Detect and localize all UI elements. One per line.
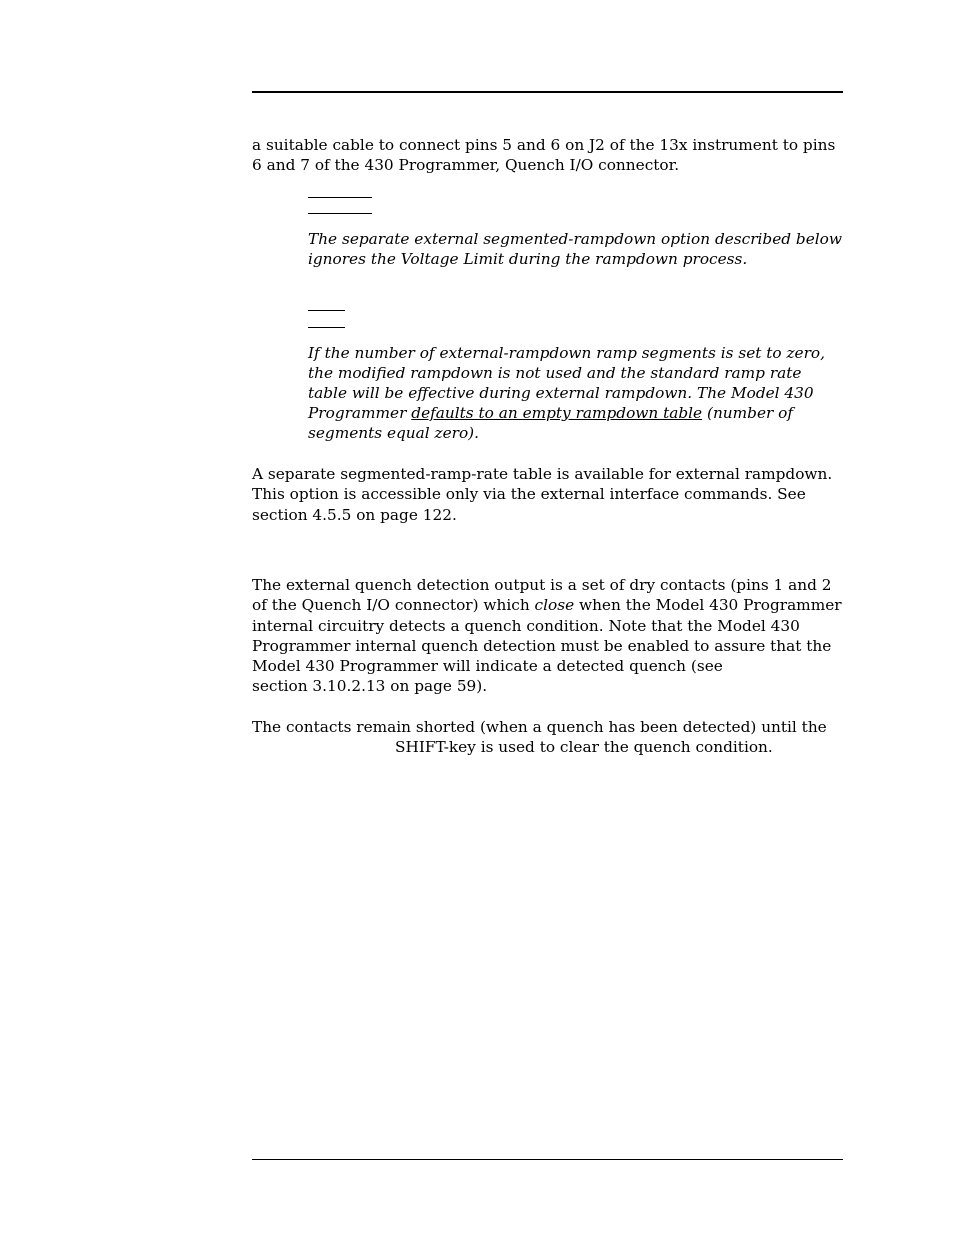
segments-note-line-2: the modified rampdown is not used and the standard ramp rate — [308, 364, 802, 383]
voltage-note-line-2: ignores the Voltage Limit during the rampdown process. — [308, 250, 748, 269]
note-separator-top — [308, 197, 372, 198]
output-para-line-4: Programmer internal quench detection must be enabled to assure that the — [252, 636, 832, 655]
intro-line-1: a suitable cable to connect pins 5 and 6 on J2 of the 13x instrument to pins — [252, 136, 836, 154]
output-para-line-3: internal circuitry detects a quench condition. Note that the Model 430 — [252, 616, 800, 635]
note-separator-bottom — [308, 213, 372, 214]
close-emphasis: close — [534, 596, 575, 615]
table-para-line-2: This option is accessible only via the external interface commands. See — [252, 485, 806, 504]
segments-note-line-4-suffix: (number of — [702, 404, 794, 423]
intro-paragraph — [252, 135, 852, 176]
table-para-line-3: section 4.5.5 on page 122. — [252, 505, 457, 524]
contacts-paragraph — [252, 717, 852, 758]
output-para-line-2 — [252, 595, 852, 615]
footer-rule — [252, 1159, 843, 1160]
note-separator-bottom — [308, 327, 345, 328]
output-para-line-1: The external quench detection output is a set of dry contacts (pins 1 and 2 — [252, 576, 832, 594]
rampdown-table-paragraph — [252, 464, 852, 525]
contacts-para-line-1: The contacts remain shorted (when a quench has been detected) until the — [252, 718, 827, 736]
default-empty-table-emphasis: defaults to an empty rampdown table — [411, 404, 703, 423]
output-para-line-5: Model 430 Programmer will indicate a detected quench (see — [252, 657, 723, 676]
segments-note-line-4 — [308, 403, 853, 423]
header-rule — [252, 91, 843, 93]
output-para-line-6: section 3.10.2.13 on page 59). — [252, 677, 488, 696]
segments-note-line-3: table will be effective during external rampdown. The Model 430 — [308, 384, 814, 403]
segments-note-line-4-prefix: Programmer — [308, 404, 412, 423]
note-separator-top — [308, 310, 345, 311]
quench-output-paragraph — [252, 575, 852, 697]
segments-note-line-1: If the number of external-rampdown ramp segments is set to zero, — [308, 344, 825, 362]
output-para-line-2-prefix: of the Quench I/O connector) which — [252, 596, 535, 615]
voltage-note-line-1: The separate external segmented-rampdown option described below — [308, 230, 842, 248]
voltage-limit-note — [308, 229, 853, 269]
segments-note-line-5: segments equal zero). — [308, 424, 479, 443]
rampdown-segments-note — [308, 343, 853, 443]
output-para-line-2-suffix: when the Model 430 Programmer — [574, 596, 842, 615]
table-para-line-1: A separate segmented-ramp-rate table is available for external rampdown. — [252, 465, 833, 483]
intro-line-2: 6 and 7 of the 430 Programmer, Quench I/O connector. — [252, 156, 680, 175]
contacts-para-line-2: SHIFT-key is used to clear the quench condition. — [395, 738, 773, 757]
